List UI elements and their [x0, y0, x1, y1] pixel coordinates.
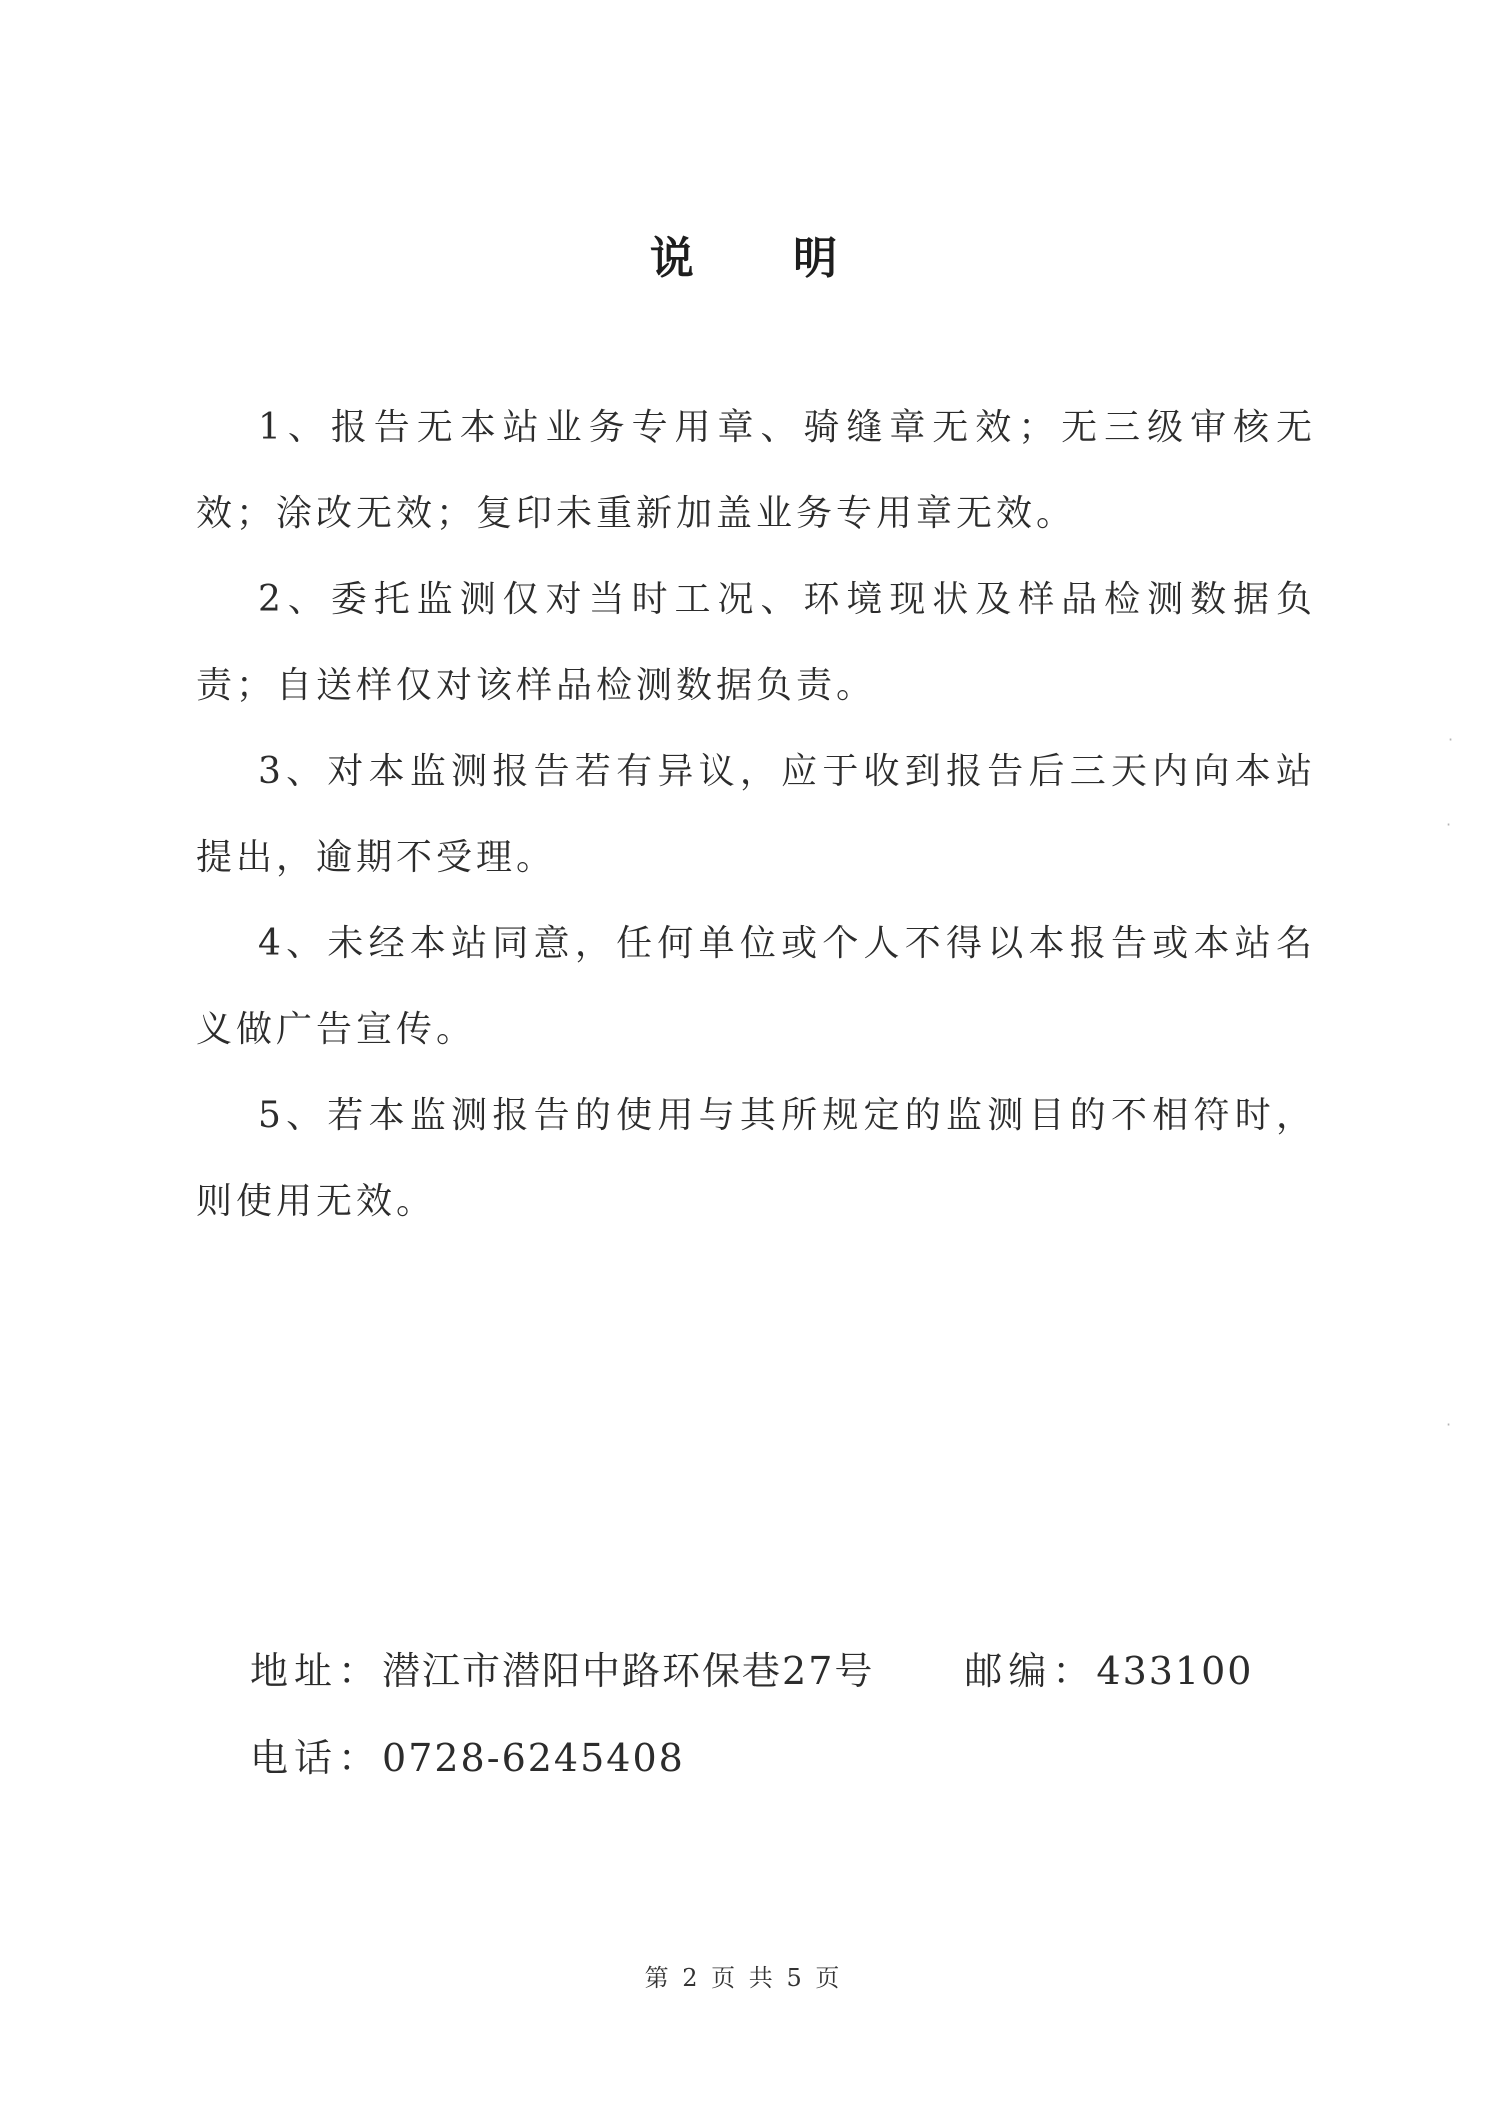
notes-list	[196, 385, 1316, 1245]
note-item-5: 5、若本监测报告的使用与其所规定的监测目的不相符时，则使用无效。	[196, 1095, 1316, 1222]
address-line	[250, 1640, 1253, 1695]
scan-speck-mark: ·	[1448, 730, 1454, 749]
postcode-value: 433100	[1096, 1649, 1254, 1693]
note-item-3: 3、对本监测报告若有异议，应于收到报告后三天内向本站提出，逾期不受理。	[196, 751, 1316, 878]
page-number-footer: 第 2 页 共 5 页	[644, 1964, 843, 1992]
note-item-2: 2、委托监测仅对当时工况、环境现状及样品检测数据负责；自送样仅对该样品检测数据负责。	[196, 579, 1316, 706]
note-item-4: 4、未经本站同意，任何单位或个人不得以本报告或本站名义做广告宣传。	[196, 923, 1316, 1050]
scan-speck-mark: ·	[1446, 1415, 1452, 1434]
address-value: 潜江市潜阳中路环保巷27号	[382, 1649, 875, 1693]
note-item-1: 1、报告无本站业务专用章、骑缝章无效；无三级审核无效；涂改无效；复印未重新加盖业务专用章无效。	[196, 407, 1316, 534]
scan-speck-mark: ·	[1446, 815, 1452, 834]
phone-line	[250, 1727, 685, 1782]
phone-label: 电话：	[250, 1736, 383, 1780]
postcode-label: 邮编：	[964, 1649, 1097, 1693]
document-title: 说 明	[649, 233, 880, 284]
address-label: 地址：	[250, 1649, 383, 1693]
phone-value: 0728-6245408	[382, 1736, 685, 1780]
